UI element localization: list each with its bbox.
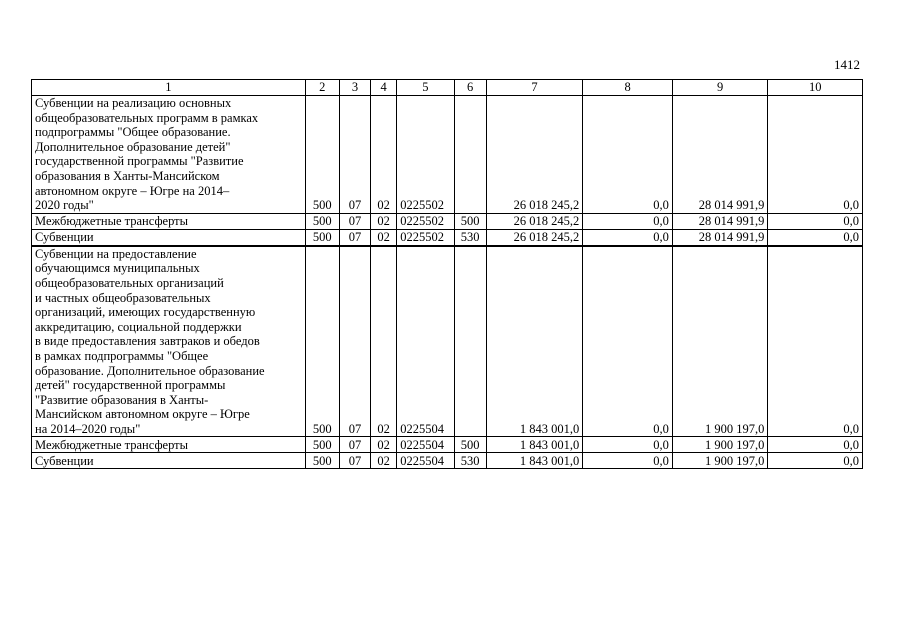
cell-amount-8: 0,0	[583, 213, 673, 229]
cell-ministry-code: 500	[305, 229, 339, 246]
row-description: Межбюджетные трансферты	[32, 213, 306, 229]
cell-section: 07	[339, 213, 370, 229]
cell-amount-8: 0,0	[583, 246, 673, 437]
cell-expense-type: 500	[454, 437, 486, 453]
cell-section: 07	[339, 96, 370, 214]
cell-amount-10: 0,0	[768, 246, 863, 437]
cell-amount-9: 1 900 197,0	[672, 453, 768, 469]
column-header: 9	[672, 80, 768, 96]
column-header: 6	[454, 80, 486, 96]
budget-table	[31, 79, 863, 469]
column-header: 10	[768, 80, 863, 96]
cell-amount-10: 0,0	[768, 213, 863, 229]
cell-amount-9: 28 014 991,9	[672, 96, 768, 214]
cell-ministry-code: 500	[305, 437, 339, 453]
cell-amount-7: 1 843 001,0	[486, 453, 583, 469]
cell-amount-7: 26 018 245,2	[486, 229, 583, 246]
row-description: Субвенции на предоставление обучающимся муниципальных общеобразовательных организаций и частных общеобразовательных организаций, имеющих государственную аккредитацию, социальной поддержки в виде предоставления завтраков и обедов в рамках подпрограммы "Общее образование. Дополнительное образование детей" государственной программы "Развитие образования в Ханты- Мансийском автономном округе – Югре на 2014–2020 годы"	[32, 246, 306, 437]
cell-amount-8: 0,0	[583, 96, 673, 214]
cell-target-article: 0225504	[397, 437, 454, 453]
column-header: 3	[339, 80, 370, 96]
page-number: 1412	[834, 57, 860, 72]
cell-subsection: 02	[371, 437, 397, 453]
column-header: 4	[371, 80, 397, 96]
column-header: 2	[305, 80, 339, 96]
cell-amount-10: 0,0	[768, 437, 863, 453]
cell-target-article: 0225502	[397, 213, 454, 229]
column-header: 5	[397, 80, 454, 96]
cell-expense-type	[454, 96, 486, 214]
row-description: Субвенции	[32, 453, 306, 469]
column-header: 1	[32, 80, 306, 96]
table-row	[32, 437, 863, 453]
row-description: Межбюджетные трансферты	[32, 437, 306, 453]
cell-section: 07	[339, 453, 370, 469]
cell-target-article: 0225504	[397, 453, 454, 469]
row-description: Субвенции на реализацию основных общеобразовательных программ в рамках подпрограммы "Общее образование. Дополнительное образование детей" государственной программы "Развитие образования в Ханты-Мансийском автономном округе – Югре на 2014– 2020 годы"	[32, 96, 306, 214]
cell-amount-9: 28 014 991,9	[672, 229, 768, 246]
cell-target-article: 0225502	[397, 229, 454, 246]
cell-subsection: 02	[371, 229, 397, 246]
cell-subsection: 02	[371, 96, 397, 214]
cell-amount-7: 1 843 001,0	[486, 437, 583, 453]
cell-amount-10: 0,0	[768, 453, 863, 469]
cell-amount-9: 1 900 197,0	[672, 437, 768, 453]
cell-expense-type: 530	[454, 453, 486, 469]
cell-ministry-code: 500	[305, 213, 339, 229]
cell-amount-7: 1 843 001,0	[486, 246, 583, 437]
table-row	[32, 453, 863, 469]
cell-target-article: 0225502	[397, 96, 454, 214]
cell-amount-9: 28 014 991,9	[672, 213, 768, 229]
cell-expense-type: 530	[454, 229, 486, 246]
cell-amount-7: 26 018 245,2	[486, 96, 583, 214]
table-row	[32, 229, 863, 246]
cell-amount-8: 0,0	[583, 453, 673, 469]
cell-amount-8: 0,0	[583, 437, 673, 453]
cell-ministry-code: 500	[305, 96, 339, 214]
cell-amount-10: 0,0	[768, 229, 863, 246]
cell-subsection: 02	[371, 246, 397, 437]
table-row	[32, 96, 863, 214]
cell-section: 07	[339, 229, 370, 246]
cell-ministry-code: 500	[305, 246, 339, 437]
cell-subsection: 02	[371, 213, 397, 229]
cell-expense-type	[454, 246, 486, 437]
cell-amount-9: 1 900 197,0	[672, 246, 768, 437]
cell-amount-10: 0,0	[768, 96, 863, 214]
cell-subsection: 02	[371, 453, 397, 469]
cell-target-article: 0225504	[397, 246, 454, 437]
cell-section: 07	[339, 437, 370, 453]
cell-section: 07	[339, 246, 370, 437]
column-number-row	[32, 80, 863, 96]
cell-ministry-code: 500	[305, 453, 339, 469]
cell-expense-type: 500	[454, 213, 486, 229]
table-row	[32, 213, 863, 229]
table-row	[32, 246, 863, 437]
cell-amount-8: 0,0	[583, 229, 673, 246]
row-description: Субвенции	[32, 229, 306, 246]
column-header: 7	[486, 80, 583, 96]
cell-amount-7: 26 018 245,2	[486, 213, 583, 229]
column-header: 8	[583, 80, 673, 96]
